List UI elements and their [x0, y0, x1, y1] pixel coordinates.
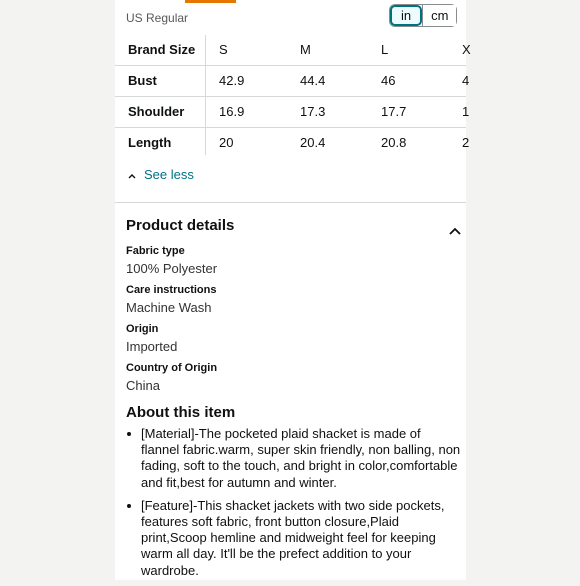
- product-panel: [115, 0, 471, 580]
- table-cell: 1: [462, 104, 470, 119]
- see-less-label: See less: [144, 167, 194, 182]
- table-cell: 17.7: [381, 104, 407, 119]
- row-header: Shoulder: [128, 104, 185, 119]
- see-less-link[interactable]: [128, 167, 194, 182]
- column-divider: [205, 35, 206, 155]
- detail-label: Origin: [126, 323, 159, 335]
- list-item: [126, 498, 461, 579]
- table-row: [115, 35, 471, 66]
- bullet-text: [Feature]-This shacket jackets with two side pockets, features soft fabric, front button closure,Plaid print,Scoop hemline and midweight feel for keeping warm all day. It'll be the prefect addition to your wardrobe.: [141, 497, 445, 578]
- bullet-dot: [127, 432, 131, 436]
- table-cell: X: [462, 42, 471, 57]
- chevron-up-icon: [449, 222, 461, 240]
- detail-fabric-type: [126, 244, 217, 277]
- about-bullet-list: [126, 426, 461, 586]
- detail-care-instructions: [126, 283, 216, 316]
- row-header: Bust: [128, 73, 157, 88]
- unit-cm-button[interactable]: cm: [422, 5, 456, 26]
- detail-value: Imported: [126, 339, 178, 354]
- table-cell: 17.3: [300, 104, 326, 119]
- detail-country-of-origin: [126, 361, 217, 394]
- table-cell: 2: [462, 135, 470, 150]
- collapse-product-details-button[interactable]: [448, 224, 462, 238]
- table-row: [115, 66, 470, 97]
- table-cell: 4: [462, 73, 470, 88]
- active-tab-indicator: [185, 0, 236, 3]
- product-details-title: Product details: [126, 217, 235, 234]
- table-cell: 44.4: [300, 73, 326, 88]
- table-cell: L: [381, 42, 389, 57]
- table-cell: 42.9: [219, 73, 245, 88]
- section-divider: [115, 202, 466, 203]
- unit-in-button[interactable]: in: [390, 5, 422, 26]
- table-row: [115, 97, 470, 128]
- table-cell: 16.9: [219, 104, 245, 119]
- detail-label: Fabric type: [126, 245, 185, 257]
- detail-label: Care instructions: [126, 284, 217, 296]
- table-cell: M: [300, 42, 311, 57]
- bullet-text: [Material]-The pocketed plaid shacket is made of flannel fabric.warm, super skin friendly, non balling, non fading, soft to the touch, and bright in color,comfortable and fit,best for autumn and winter.: [141, 426, 461, 490]
- chevron-up-icon: [128, 167, 136, 182]
- detail-value: 100% Polyester: [126, 261, 218, 276]
- bullet-dot: [127, 504, 131, 508]
- table-row: [115, 128, 470, 158]
- row-header: Brand Size: [128, 42, 196, 57]
- sizing-system-label: US Regular: [126, 11, 189, 25]
- row-header: Length: [128, 135, 172, 150]
- detail-value: Machine Wash: [126, 300, 212, 315]
- detail-value: China: [126, 378, 160, 393]
- table-cell: 20: [219, 135, 234, 150]
- detail-label: Country of Origin: [126, 362, 218, 374]
- unit-toggle: [389, 4, 457, 27]
- table-cell: S: [219, 42, 228, 57]
- about-this-item-title: About this item: [126, 404, 236, 421]
- size-chart-table: [115, 35, 471, 158]
- table-cell: 20.8: [381, 135, 407, 150]
- table-cell: 46: [381, 73, 396, 88]
- list-item: [126, 426, 461, 491]
- table-cell: 20.4: [300, 135, 326, 150]
- detail-origin: [126, 322, 177, 355]
